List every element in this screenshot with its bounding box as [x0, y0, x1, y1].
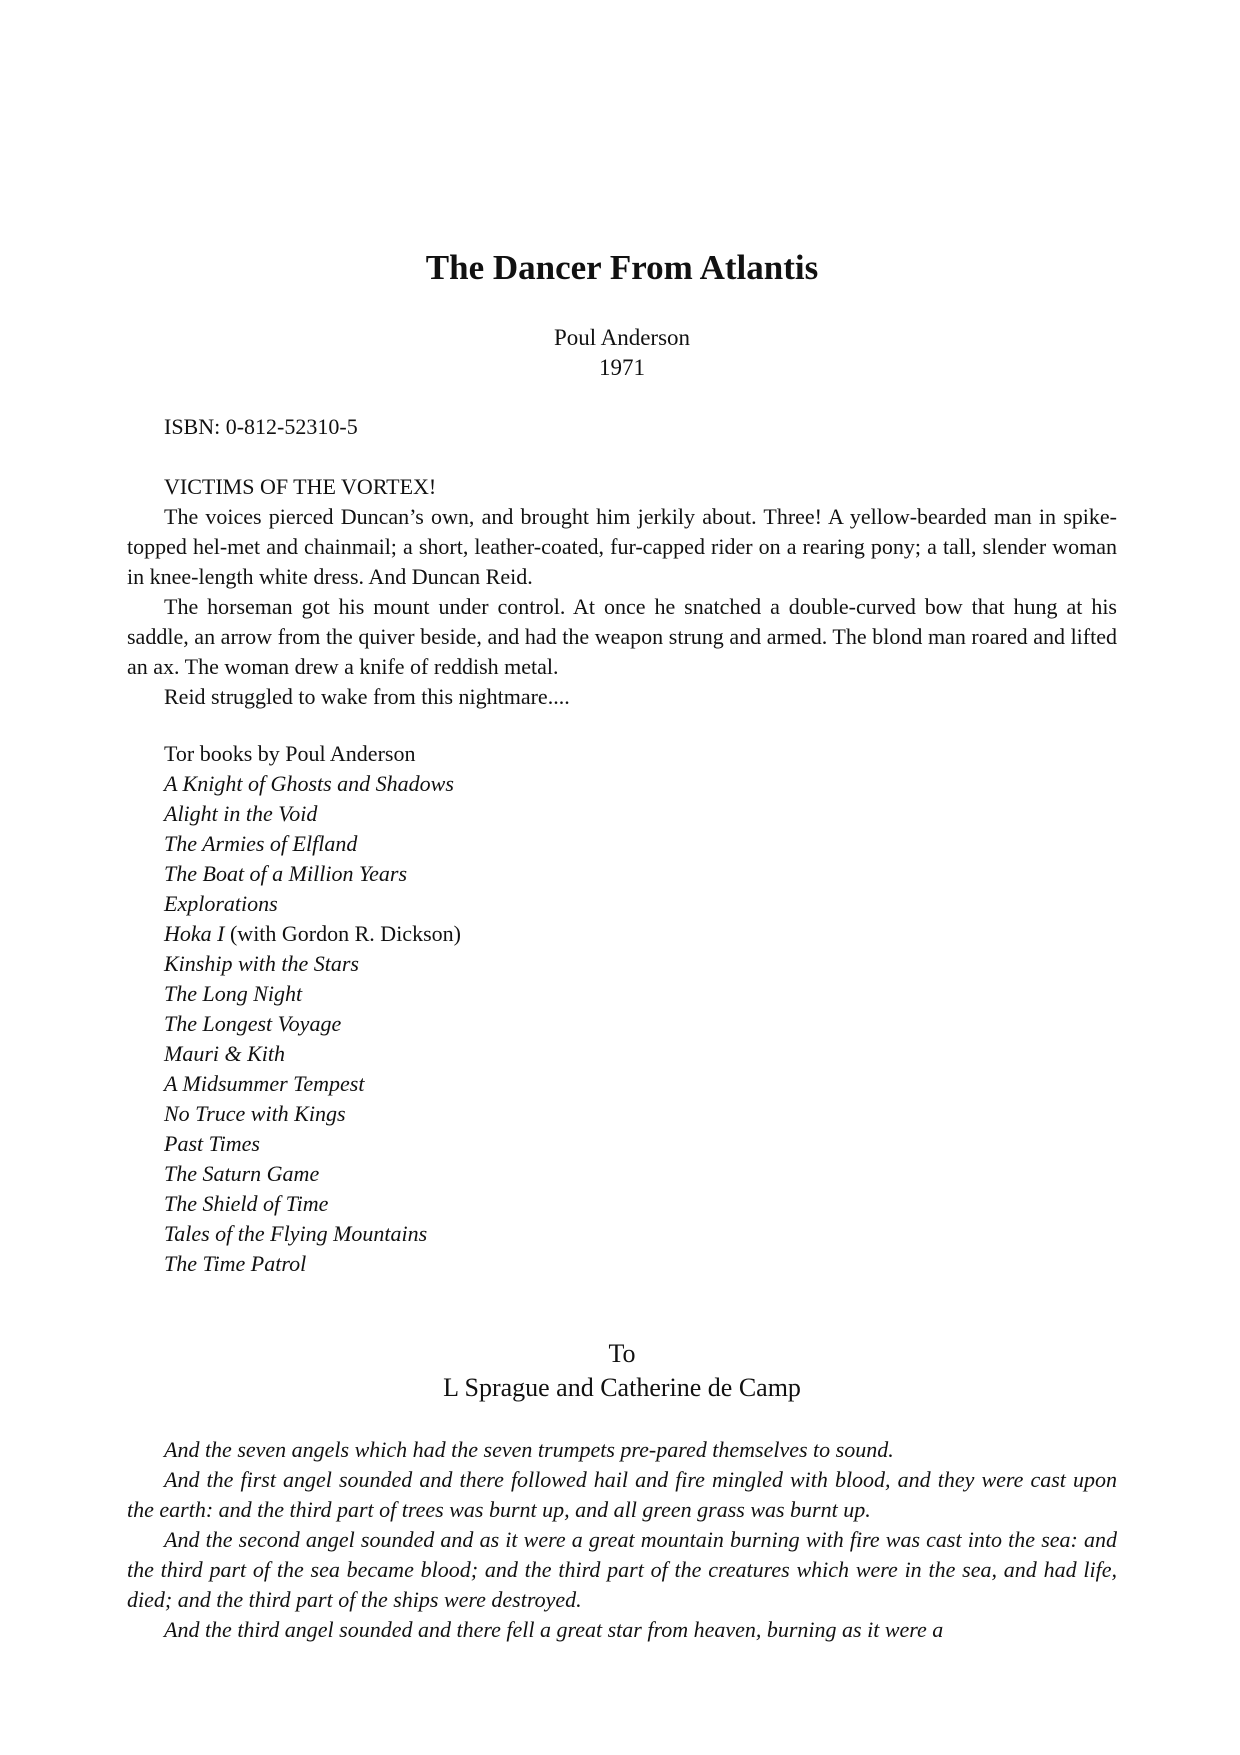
book-title-hoka: Hoka I — [164, 921, 225, 946]
epigraph-paragraph: And the seven angels which had the seven trumpets pre-pared themselves to sound. — [164, 1437, 894, 1462]
book-list-heading: Tor books by Poul Anderson — [164, 741, 416, 766]
book-title-item — [164, 919, 461, 949]
blurb-paragraph: The horseman got his mount under control. At once he snatched a double-curved bow that hung at his saddle, an arrow from the quiver beside, and had the weapon strung and armed. The blond man roared and lifted an ax. The woman drew a knife of reddish metal. — [127, 594, 1117, 679]
epigraph — [127, 1435, 1117, 1645]
blurb — [127, 472, 1117, 712]
book-title-item: The Saturn Game — [164, 1161, 320, 1186]
epigraph-paragraph: And the third angel sounded and there fell a great star from heaven, burning as it were a — [164, 1617, 944, 1642]
dedication — [127, 1337, 1117, 1405]
publication-year: 1971 — [599, 355, 645, 380]
book-title-item: The Armies of Elfland — [164, 831, 358, 856]
book-title-item: A Knight of Ghosts and Shadows — [164, 771, 454, 796]
book-title-item: A Midsummer Tempest — [164, 1071, 365, 1096]
epigraph-paragraph: And the first angel sounded and there followed hail and fire mingled with blood, and they were cast upon the earth: and the third part of trees was burnt up, and all green grass was burnt up. — [127, 1467, 1117, 1522]
dedication-to: To — [608, 1339, 636, 1368]
epigraph-paragraph: And the second angel sounded and as it were a great mountain burning with fire was cast into the sea: and the third part of the sea became blood; and the third part of the creatures which were in the sea, and had life, died; and the third part of the ships were destroyed. — [127, 1527, 1117, 1612]
book-title-item: No Truce with Kings — [164, 1101, 346, 1126]
book-title-item: Explorations — [164, 891, 278, 916]
blurb-headline: VICTIMS OF THE VORTEX! — [164, 474, 437, 499]
book-title-item: The Shield of Time — [164, 1191, 329, 1216]
book-title-item: Kinship with the Stars — [164, 951, 359, 976]
book-title-item: Tales of the Flying Mountains — [164, 1221, 428, 1246]
book-title-item: The Time Patrol — [164, 1251, 307, 1276]
blurb-paragraph: The voices pierced Duncan’s own, and brought him jerkily about. Three! A yellow-bearded man in spike-topped hel-met and chainmail; a short, leather-coated, fur-capped rider on a rearing pony; a tall, slender woman in knee-length white dress. And Duncan Reid. — [127, 504, 1117, 589]
book-title-item: The Boat of a Million Years — [164, 861, 408, 886]
blurb-paragraph: Reid struggled to wake from this nightmare.... — [164, 684, 570, 709]
book-title-item: Alight in the Void — [164, 801, 318, 826]
author-block — [127, 323, 1117, 383]
book-coauthor-note: (with Gordon R. Dickson) — [224, 921, 461, 946]
book-title-item: The Longest Voyage — [164, 1011, 342, 1036]
book-title: The Dancer From Atlantis — [425, 248, 819, 287]
book-title-item: Mauri & Kith — [164, 1041, 286, 1066]
book-list — [164, 739, 461, 1279]
author-name: Poul Anderson — [553, 325, 691, 350]
book-title-item: Past Times — [164, 1131, 260, 1156]
isbn: ISBN: 0-812-52310-5 — [164, 414, 358, 439]
book-title-item: The Long Night — [164, 981, 303, 1006]
dedication-names: L Sprague and Catherine de Camp — [443, 1373, 801, 1402]
